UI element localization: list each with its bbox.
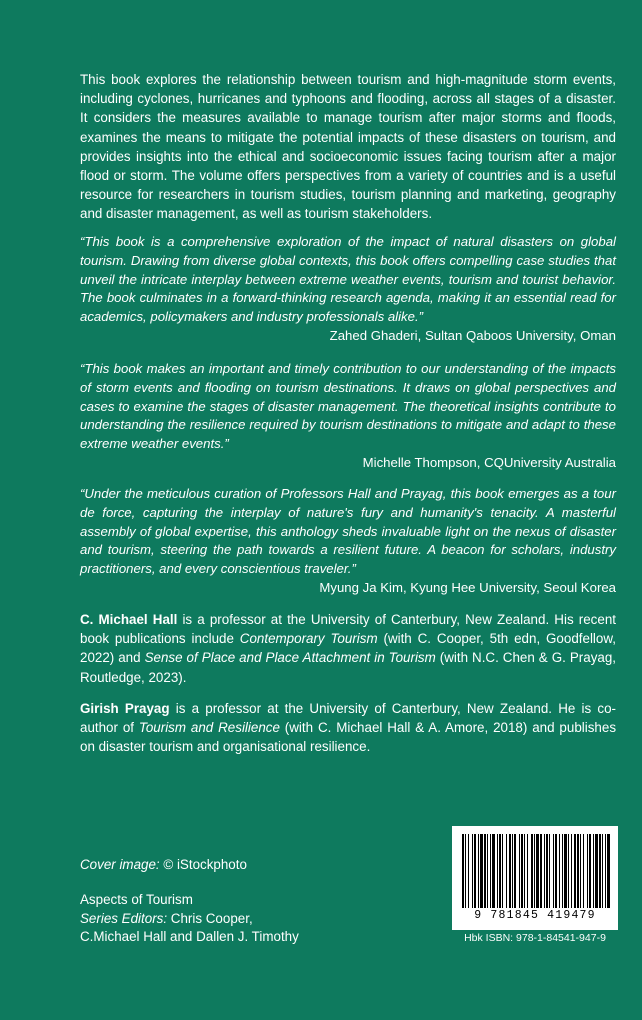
barcode-bar [492, 834, 495, 908]
series-editors-line1: Chris Cooper, [167, 910, 253, 926]
endorsement-attribution: Michelle Thompson, CQUniversity Australia [362, 454, 616, 470]
barcode-bar [574, 834, 576, 908]
barcode-bar [595, 834, 598, 908]
author-bio-prayag [80, 699, 616, 757]
series-editors [80, 910, 299, 929]
bio-text: (with C. Cooper, 5th edn, Goodfellow, 2022) and [80, 631, 616, 666]
barcode-bars [460, 834, 610, 910]
barcode-digits: 9 781845 419479 [474, 909, 596, 922]
credit-label: Cover image: [80, 857, 160, 872]
bio-text: is a professor at the University of Canterbury, New Zealand. His recent book publications include [80, 612, 616, 647]
barcode-bar [564, 834, 567, 908]
barcode-bar [490, 834, 491, 908]
bio-text: (with C. Michael Hall & A. Amore, 2018) and publishes on disaster tourism and organisational resilience. [80, 720, 617, 755]
barcode-bar [587, 834, 588, 908]
credit-value: © iStockphoto [159, 857, 247, 872]
endorsement-1 [80, 233, 616, 346]
isbn: Hbk ISBN: 978-1-84541-947-9 [464, 932, 606, 944]
endorsement-text: “This book is a comprehensive exploration of the impact of natural disasters on global tourism. Drawing from diverse global contexts, this book offers compelling case studies that unveil the intricate interplay between extreme weather events, tourism and tourist behavior. The book culminates in a forward-thinking research agenda, making it an essential read for academics, policymakers and industry professionals alike.” [80, 234, 616, 325]
barcode-bar [527, 834, 528, 908]
book-title: Sense of Place and Place Attachment in Tourism [144, 650, 436, 666]
barcode-bar [544, 834, 545, 908]
series-name: Aspects of Tourism [80, 892, 193, 907]
barcode-bar [465, 834, 466, 908]
barcode-bar [521, 834, 523, 908]
barcode-bar [589, 834, 591, 908]
barcode-bar [480, 834, 483, 908]
barcode-bar [583, 834, 584, 908]
author-bio-hall [80, 610, 616, 687]
barcode-bar [555, 834, 557, 908]
barcode-bar [502, 834, 503, 908]
barcode-bar [599, 834, 601, 908]
barcode-bar [607, 834, 610, 908]
barcode-bar [474, 834, 476, 908]
author-name: Girish Prayag [80, 701, 170, 716]
barcode-bar [580, 834, 581, 908]
barcode-bar [546, 834, 548, 908]
series-editors-line2: C.Michael Hall and Dallen J. Timothy [80, 929, 299, 945]
barcode-bar [524, 834, 525, 908]
barcode-bar [478, 834, 479, 908]
barcode-bar [605, 834, 606, 908]
barcode-bar [549, 834, 550, 908]
author-name: C. Michael Hall [80, 612, 178, 627]
endorsement-attribution: Zahed Ghaderi, Sultan Qaboos University, Oman [329, 327, 616, 343]
barcode-bar [593, 834, 594, 908]
barcode [452, 826, 618, 930]
barcode-bar [553, 834, 554, 908]
series-info [80, 891, 299, 947]
barcode-bar [462, 834, 464, 908]
endorsement-attribution: Myung Ja Kim, Kyung Hee University, Seoul Korea [319, 579, 616, 595]
barcode-bar [497, 834, 498, 908]
endorsement-2 [80, 360, 616, 473]
barcode-bar [536, 834, 539, 908]
book-title: Tourism and Resilience [138, 720, 280, 736]
barcode-bar [499, 834, 501, 908]
barcode-bar [484, 834, 486, 908]
barcode-bar [571, 834, 572, 908]
barcode-bar [562, 834, 563, 908]
barcode-bar [514, 834, 516, 908]
endorsement-text: “Under the meticulous curation of Professors Hall and Prayag, this book emerges as a tour de force, capturing the interplay of nature's fury and humanity's tenacity. A masterful assembly of global expertise, this anthology sheds invaluable light on the nexus of disaster and tourism, steering the path towards a resilient future. A beacon for scholars, industry practitioners, and every conscientious traveler.” [80, 486, 616, 577]
series-editors-label: Series Editors: [80, 910, 168, 926]
cover-image-credit [80, 855, 247, 874]
book-title: Contemporary Tourism [239, 631, 378, 647]
barcode-bar [534, 834, 535, 908]
barcode-bar [519, 834, 520, 908]
barcode-bar [468, 834, 469, 908]
bio-text: (with N.C. Chen & G. Prayag, Routledge, 2023). [80, 650, 617, 685]
barcode-bar [487, 834, 488, 908]
barcode-bar [512, 834, 513, 908]
barcode-bar [568, 834, 569, 908]
endorsement-text: “This book makes an important and timely contribution to our understanding of the impacts of storm events and flooding on tourism destinations. It draws on global perspectives and cases to examine the stages of disaster management. The theoretical insights contribute to understanding the resilience required by tourism destinations to mitigate and adapt to these extreme weather events.” [80, 361, 616, 452]
barcode-bar [540, 834, 542, 908]
barcode-bar [559, 834, 560, 908]
bio-text: is a professor at the University of Canterbury, New Zealand. He is co-author of [80, 701, 616, 736]
endorsement-3 [80, 485, 616, 598]
barcode-bar [506, 834, 507, 908]
barcode-bar [602, 834, 603, 908]
barcode-bar [509, 834, 511, 908]
barcode-bar [577, 834, 579, 908]
barcode-bar [472, 834, 473, 908]
barcode-bar [531, 834, 533, 908]
book-description: This book explores the relationship between tourism and high-magnitude storm events, including cyclones, hurricanes and typhoons and flooding, across all stages of a disaster. It considers the measures available to manage tourism after major storms and floods, examines the means to mitigate the potential impacts of these disasters on tourism, and provides insights into the ethical and socioeconomic issues facing tourism after a major flood or storm. The volume offers perspectives from a variety of countries and is a useful resource for researchers in tourism studies, tourism planning and marketing, geography and disaster management, as well as tourism stakeholders. [80, 72, 616, 222]
